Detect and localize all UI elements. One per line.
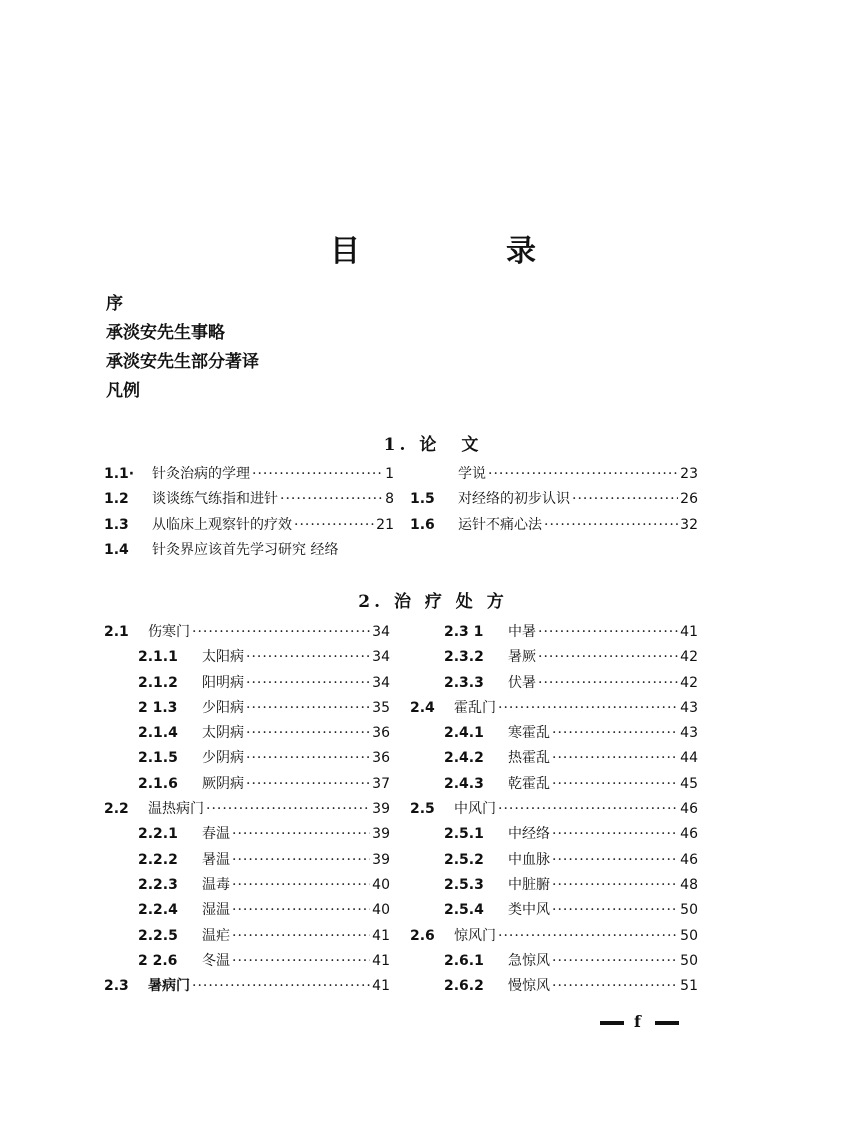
toc-leader-dots [232, 949, 370, 974]
toc-entry [104, 848, 390, 873]
toc-entry-page: 48 [680, 876, 698, 893]
toc-entry-title: 运针不痛心法 [458, 516, 542, 533]
toc-entry-page: 41 [372, 978, 390, 995]
toc-entry [104, 696, 390, 721]
toc-entry-page: 34 [372, 674, 390, 691]
toc-entry [104, 822, 390, 847]
toc-entry-page: 36 [372, 750, 390, 767]
toc-entry [410, 746, 698, 771]
toc-entry [410, 797, 698, 822]
toc-entry [410, 873, 698, 898]
toc-entry-title: 中风门 [454, 801, 496, 818]
toc-entry-page: 41 [372, 927, 390, 944]
toc-leader-dots [498, 696, 678, 721]
toc-entry [410, 822, 698, 847]
toc-entry-number: 2 2.6 [138, 952, 178, 969]
toc-leader-dots [246, 671, 370, 696]
section-2-heading: 2. 治 疗 处 方 [358, 592, 508, 612]
section-2-left-column [104, 620, 390, 999]
toc-entry [104, 513, 394, 538]
toc-entry-title: 谈谈练气练指和进针 [152, 491, 278, 508]
toc-leader-dots [232, 873, 370, 898]
toc-entry-page: 40 [372, 902, 390, 919]
toc-entry [104, 772, 390, 797]
toc-entry-number: 1.3 [104, 516, 129, 533]
toc-entry-title: 惊风门 [454, 927, 496, 944]
toc-entry-number: 2.1.2 [138, 674, 178, 691]
toc-entry-number: 2.5.2 [444, 851, 484, 868]
toc-leader-dots [552, 772, 678, 797]
toc-entry-title: 慢惊风 [508, 978, 550, 995]
toc-entry-page: 43 [680, 699, 698, 716]
toc-entry-title: 温疟 [202, 927, 230, 944]
toc-entry-page: 37 [372, 775, 390, 792]
front-matter-item: 凡例 [106, 381, 140, 401]
toc-leader-dots [232, 822, 370, 847]
toc-entry [410, 848, 698, 873]
toc-entry-number: 2.2.5 [138, 927, 178, 944]
toc-entry [104, 797, 390, 822]
toc-entry-title: 暑厥 [508, 649, 536, 666]
toc-entry-number: 2.5 [410, 801, 435, 818]
toc-entry-number: 1.2 [104, 491, 129, 508]
toc-entry-number: 2.4.3 [444, 775, 484, 792]
toc-entry-number: 1.6 [410, 516, 435, 533]
toc-leader-dots [552, 721, 678, 746]
toc-entry-title: 寒霍乱 [508, 725, 550, 742]
toc-entry-number: 1.4 [104, 541, 129, 558]
toc-entry-page: 39 [372, 801, 390, 818]
toc-leader-dots [572, 487, 678, 512]
footer-page-mark: f [634, 1012, 645, 1031]
toc-entry [104, 671, 390, 696]
toc-leader-dots [552, 822, 678, 847]
toc-leader-dots [552, 848, 678, 873]
section-1-right-column [410, 462, 698, 538]
footer-dash-right [655, 1021, 679, 1025]
toc-entry-title: 学说 [458, 466, 486, 482]
toc-entry-page: 51 [680, 978, 698, 995]
toc-leader-dots [294, 513, 374, 538]
toc-entry-number: 2.1 [104, 624, 129, 640]
toc-entry-page: 41 [372, 952, 390, 969]
toc-entry-title: 暑病门 [148, 978, 190, 995]
toc-leader-dots [538, 620, 678, 645]
toc-leader-dots [280, 487, 383, 512]
toc-entry [104, 538, 394, 563]
toc-entry-number: 2.5.3 [444, 876, 484, 893]
toc-leader-dots [246, 772, 370, 797]
toc-entry-title: 对经络的初步认识 [458, 491, 570, 508]
toc-leader-dots [544, 513, 678, 538]
toc-entry-title: 伏暑 [508, 674, 536, 691]
toc-entry-page: 35 [372, 699, 390, 716]
toc-entry-number: 2.4.2 [444, 750, 484, 767]
toc-entry-title: 中经络 [508, 826, 550, 843]
toc-entry-page: 46 [680, 801, 698, 818]
toc-entry-title: 厥阴病 [202, 775, 244, 792]
toc-entry-number: 2.3 1 [444, 624, 484, 640]
toc-leader-dots [552, 974, 678, 999]
section-2-right-column [410, 620, 698, 999]
toc-entry-number: 2.1.5 [138, 750, 178, 767]
toc-entry [104, 746, 390, 771]
footer-dash-left [600, 1021, 624, 1025]
toc-entry-page: 50 [680, 952, 698, 969]
toc-leader-dots [232, 924, 370, 949]
toc-leader-dots [498, 924, 678, 949]
toc-entry-page: 39 [372, 826, 390, 843]
toc-entry [410, 974, 698, 999]
toc-entry-number: 2 1.3 [138, 699, 178, 716]
toc-entry-number: 2.6 [410, 927, 435, 944]
toc-entry-page: 26 [680, 491, 698, 508]
toc-entry-number: 2.1.6 [138, 775, 178, 792]
toc-entry-title: 太阴病 [202, 725, 244, 742]
toc-entry-page: 42 [680, 674, 698, 691]
toc-entry-page: 46 [680, 826, 698, 843]
toc-entry-number: 2.2.2 [138, 851, 178, 868]
toc-entry [410, 949, 698, 974]
front-matter-item: 序 [106, 294, 123, 314]
toc-entry-title: 伤寒门 [148, 624, 190, 640]
toc-entry-number: 2.6.1 [444, 952, 484, 969]
toc-leader-dots [246, 645, 370, 670]
toc-entry-page: 34 [372, 649, 390, 666]
toc-leader-dots [552, 898, 678, 923]
toc-leader-dots [498, 797, 678, 822]
toc-entry-number: 2.3.3 [444, 674, 484, 691]
toc-entry-title: 湿温 [202, 902, 230, 919]
toc-leader-dots [232, 848, 370, 873]
toc-entry-page: 32 [680, 516, 698, 533]
toc-entry-page: 45 [680, 775, 698, 792]
toc-entry-page: 44 [680, 750, 698, 767]
toc-entry [410, 721, 698, 746]
toc-entry-title: 霍乱门 [454, 699, 496, 716]
toc-entry [410, 898, 698, 923]
toc-entry [410, 645, 698, 670]
toc-entry [104, 974, 390, 999]
toc-entry-title: 暑温 [202, 851, 230, 868]
toc-entry-title: 从临床上观察针的疗效 [152, 516, 292, 533]
toc-entry [410, 513, 698, 538]
toc-entry-title: 针灸治病的学理 [152, 466, 250, 482]
toc-entry-number: 2.6.2 [444, 978, 484, 995]
section-1-left-column [104, 462, 394, 563]
front-matter-item: 承淡安先生部分著译 [106, 352, 259, 372]
toc-entry-page: 43 [680, 725, 698, 742]
toc-entry-title: 少阳病 [202, 699, 244, 716]
toc-entry-page: 50 [680, 902, 698, 919]
toc-entry-title: 针灸界应该首先学习研究 经络 [152, 541, 339, 558]
toc-leader-dots [538, 645, 678, 670]
toc-entry-title: 阳明病 [202, 674, 244, 691]
toc-entry-page: 42 [680, 649, 698, 666]
toc-entry-page: 39 [372, 851, 390, 868]
toc-entry [104, 873, 390, 898]
toc-entry-title: 温毒 [202, 876, 230, 893]
toc-entry-number: 2.5.1 [444, 826, 484, 843]
toc-entry-title: 太阳病 [202, 649, 244, 666]
toc-entry-title: 春温 [202, 826, 230, 843]
toc-entry-page: 23 [680, 466, 698, 482]
toc-entry-title: 乾霍乱 [508, 775, 550, 792]
toc-entry [410, 462, 698, 487]
toc-entry-page: 50 [680, 927, 698, 944]
toc-leader-dots [246, 696, 370, 721]
toc-entry [104, 462, 394, 487]
toc-entry-page: 41 [680, 624, 698, 640]
toc-entry-title: 类中风 [508, 902, 550, 919]
toc-entry-number: 2.1.4 [138, 725, 178, 742]
toc-entry-title: 少阴病 [202, 750, 244, 767]
toc-entry-title: 急惊风 [508, 952, 550, 969]
toc-entry-page: 46 [680, 851, 698, 868]
toc-entry-number: 2.2.4 [138, 902, 178, 919]
toc-entry [410, 772, 698, 797]
toc-leader-dots [252, 462, 383, 487]
toc-leader-dots [192, 974, 370, 999]
toc-entry-title: 冬温 [202, 952, 230, 969]
page-title: 目 录 [330, 234, 594, 269]
front-matter-list [106, 290, 259, 406]
toc-entry [104, 898, 390, 923]
toc-leader-dots [206, 797, 370, 822]
toc-entry-title: 中脏腑 [508, 876, 550, 893]
toc-entry [104, 645, 390, 670]
toc-entry [410, 696, 698, 721]
front-matter-item: 承淡安先生事略 [106, 323, 225, 343]
toc-entry-number: 2.2 [104, 801, 129, 818]
toc-entry-title: 温热病门 [148, 801, 204, 818]
toc-leader-dots [192, 620, 370, 645]
toc-entry-number: 2.5.4 [444, 902, 484, 919]
toc-entry [104, 620, 390, 645]
toc-entry-number: 2.2.1 [138, 826, 178, 843]
toc-entry-page: 21 [376, 516, 394, 533]
toc-entry-number: 1.1· [104, 466, 135, 482]
toc-entry-number: 2.3.2 [444, 649, 484, 666]
toc-entry [104, 924, 390, 949]
toc-entry-number: 2.3 [104, 978, 129, 995]
toc-entry-number: 1.5 [410, 491, 435, 508]
toc-entry [410, 620, 698, 645]
toc-entry-title: 中血脉 [508, 851, 550, 868]
toc-entry-title: 中暑 [508, 624, 536, 640]
toc-leader-dots [552, 949, 678, 974]
toc-entry-page: 40 [372, 876, 390, 893]
toc-leader-dots [232, 898, 370, 923]
toc-entry-page: 1 [385, 466, 394, 482]
toc-leader-dots [538, 671, 678, 696]
page-footer [600, 1012, 679, 1031]
toc-entry-number: 2.4.1 [444, 725, 484, 742]
toc-entry [104, 949, 390, 974]
toc-entry [410, 924, 698, 949]
toc-entry-title: 热霍乱 [508, 750, 550, 767]
toc-entry-number: 2.1.1 [138, 649, 178, 666]
toc-entry [104, 721, 390, 746]
toc-leader-dots [246, 721, 370, 746]
section-1-heading: 1. 论 文 [383, 435, 483, 455]
toc-entry [410, 671, 698, 696]
toc-leader-dots [552, 746, 678, 771]
toc-leader-dots [488, 462, 678, 487]
toc-entry [104, 487, 394, 512]
toc-entry-number: 2.2.3 [138, 876, 178, 893]
toc-leader-dots [246, 746, 370, 771]
toc-entry-page: 36 [372, 725, 390, 742]
toc-entry [410, 487, 698, 512]
toc-leader-dots [552, 873, 678, 898]
toc-entry-page: 34 [372, 624, 390, 640]
toc-entry-number: 2.4 [410, 699, 435, 716]
toc-entry-page: 8 [385, 491, 394, 508]
